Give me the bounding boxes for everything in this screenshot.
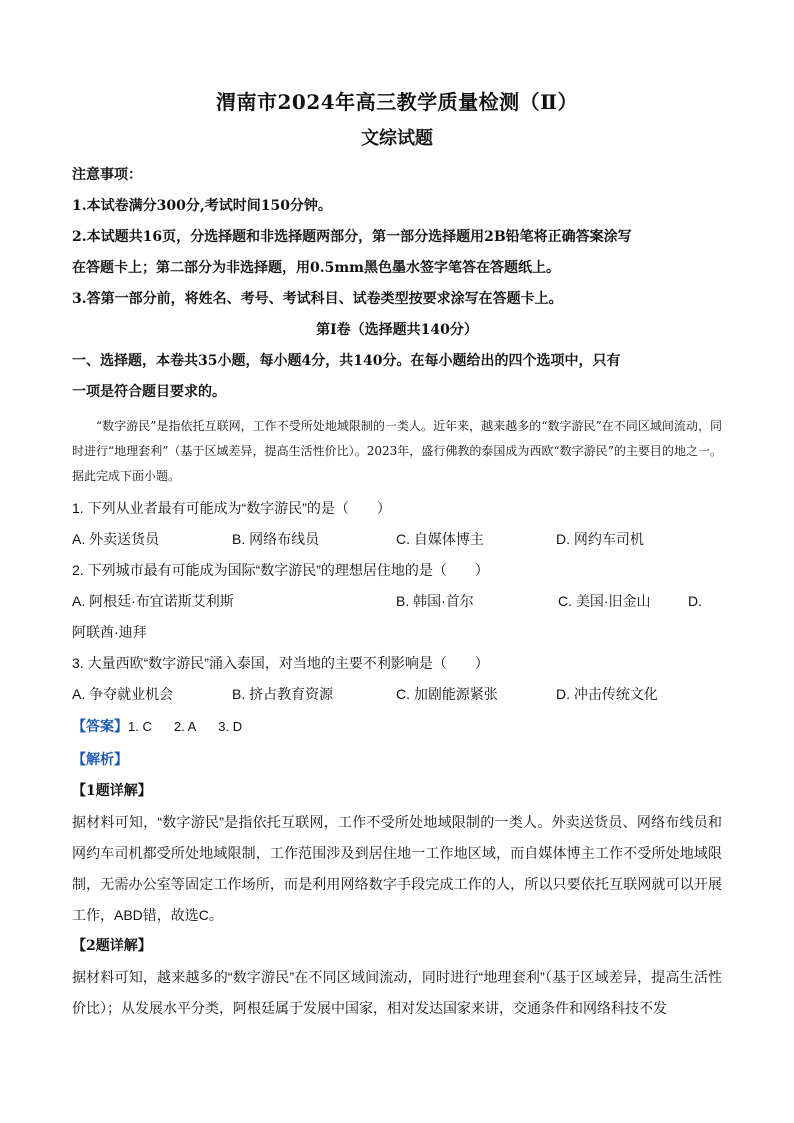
option-b: B. 网络布线员 [232,531,320,547]
notice-item-3: 3.答第一部分前，将姓名、考号、考试科目、试卷类型按要求涂写在答题卡上。 [72,291,563,307]
analysis-q1-label: 【1题详解】 [72,783,152,799]
material-paragraph: “数字游民”是指依托互联网，工作不受所处地域限制的一类人。近年来，越来越多的“数字游民”在不同区域间流动，同时进行“地理套利”（基于区域差异，提高生活性价比）。2023年，盛行佛教的泰国成为西欧“数字游民”的主要目的地之一。据此完成下面小题。 [72,419,722,483]
section-title: 第Ⅰ卷（选择题共140分） [316,322,478,338]
analysis-q1-text: 据材料可知，“数字游民”是指依托互联网，工作不受所处地域限制的一类人。外卖送货员、网络布线员和网约车司机都受所处地域限制，工作范围涉及到居住地一工作地区域，而自媒体博主工作不受所处地域限制，无需办公室等固定工作场所，而是利用网络数字手段完成工作的人，所以只要依托互联网就可以开展工作，ABD错，故选C。 [72,814,722,923]
notice-item-2-line-2: 在答题卡上；第二部分为非选择题，用0.5mm黑色墨水签字笔答在答题纸上。 [72,260,560,276]
question-stem: 1. 下列从业者最有可能成为“数字游民”的是（ ） [72,500,391,516]
option-b: B. 韩国·首尔 [396,593,474,609]
option-list [72,586,722,617]
notice-heading: 注意事项： [72,167,142,183]
option-d: D. 网约车司机 [556,531,644,547]
option-d: D. 冲击传统文化 [556,686,658,702]
option-c: C. 加剧能源紧张 [396,686,498,702]
option-a: A. 阿根廷·布宜诺斯艾利斯 [72,593,234,609]
answer-label: 【答案】 [72,719,128,735]
section-instruction-line-2: 一项是符合题目要求的。 [72,384,226,400]
notice-item-1: 1.本试卷满分300分,考试时间150分钟。 [72,198,332,214]
question-stem: 2. 下列城市最有可能成为国际“数字游民”的理想居住地的是（ ） [72,562,489,578]
notice-block [72,160,722,315]
exam-page [72,88,722,1024]
answer-line [72,710,722,743]
analysis-q2-label: 【2题详解】 [72,938,152,954]
analysis-q2-text: 据材料可知，越来越多的“数字游民”在不同区域间流动，同时进行“地理套利”（基于区域差异，提高生活性价比）；从发展水平分类，阿根廷属于发展中国家，相对发达国家来讲，交通条件和网络科技不发 [72,969,722,1016]
notice-item-2-line-1: 2.本试题共16页，分选择题和非选择题两部分，第一部分选择题用2B铅笔将正确答案涂写 [72,229,632,245]
option-c: C. 自媒体博主 [396,531,484,547]
page-title: 渭南市2024年高三教学质量检测（Ⅱ） [215,90,579,114]
question-stem: 3. 大量西欧“数字游民”涌入泰国，对当地的主要不利影响是（ ） [72,655,489,671]
option-list [72,524,722,555]
analysis-label: 【解析】 [72,752,128,768]
answer-item-1: 1. C [128,719,152,734]
question-1 [72,493,722,555]
option-a: A. 争夺就业机会 [72,686,174,702]
option-c: C. 美国·旧金山 [558,593,651,609]
question-3 [72,648,722,710]
answer-item-3: 3. D [218,719,243,734]
option-list [72,679,722,710]
option-d: D. [688,593,702,609]
answer-item-2: 2. A [173,719,197,734]
section-instruction-line-1: 一、选择题，本卷共35小题，每小题4分，共140分。在每小题给出的四个选项中，只有 [72,353,621,369]
option-a: A. 外卖送货员 [72,531,160,547]
question-2 [72,555,722,648]
page-subtitle: 文综试题 [361,128,433,149]
analysis-line [72,743,722,776]
option-d-text: 阿联酋·迪拜 [72,624,147,640]
option-b: B. 挤占教育资源 [232,686,334,702]
